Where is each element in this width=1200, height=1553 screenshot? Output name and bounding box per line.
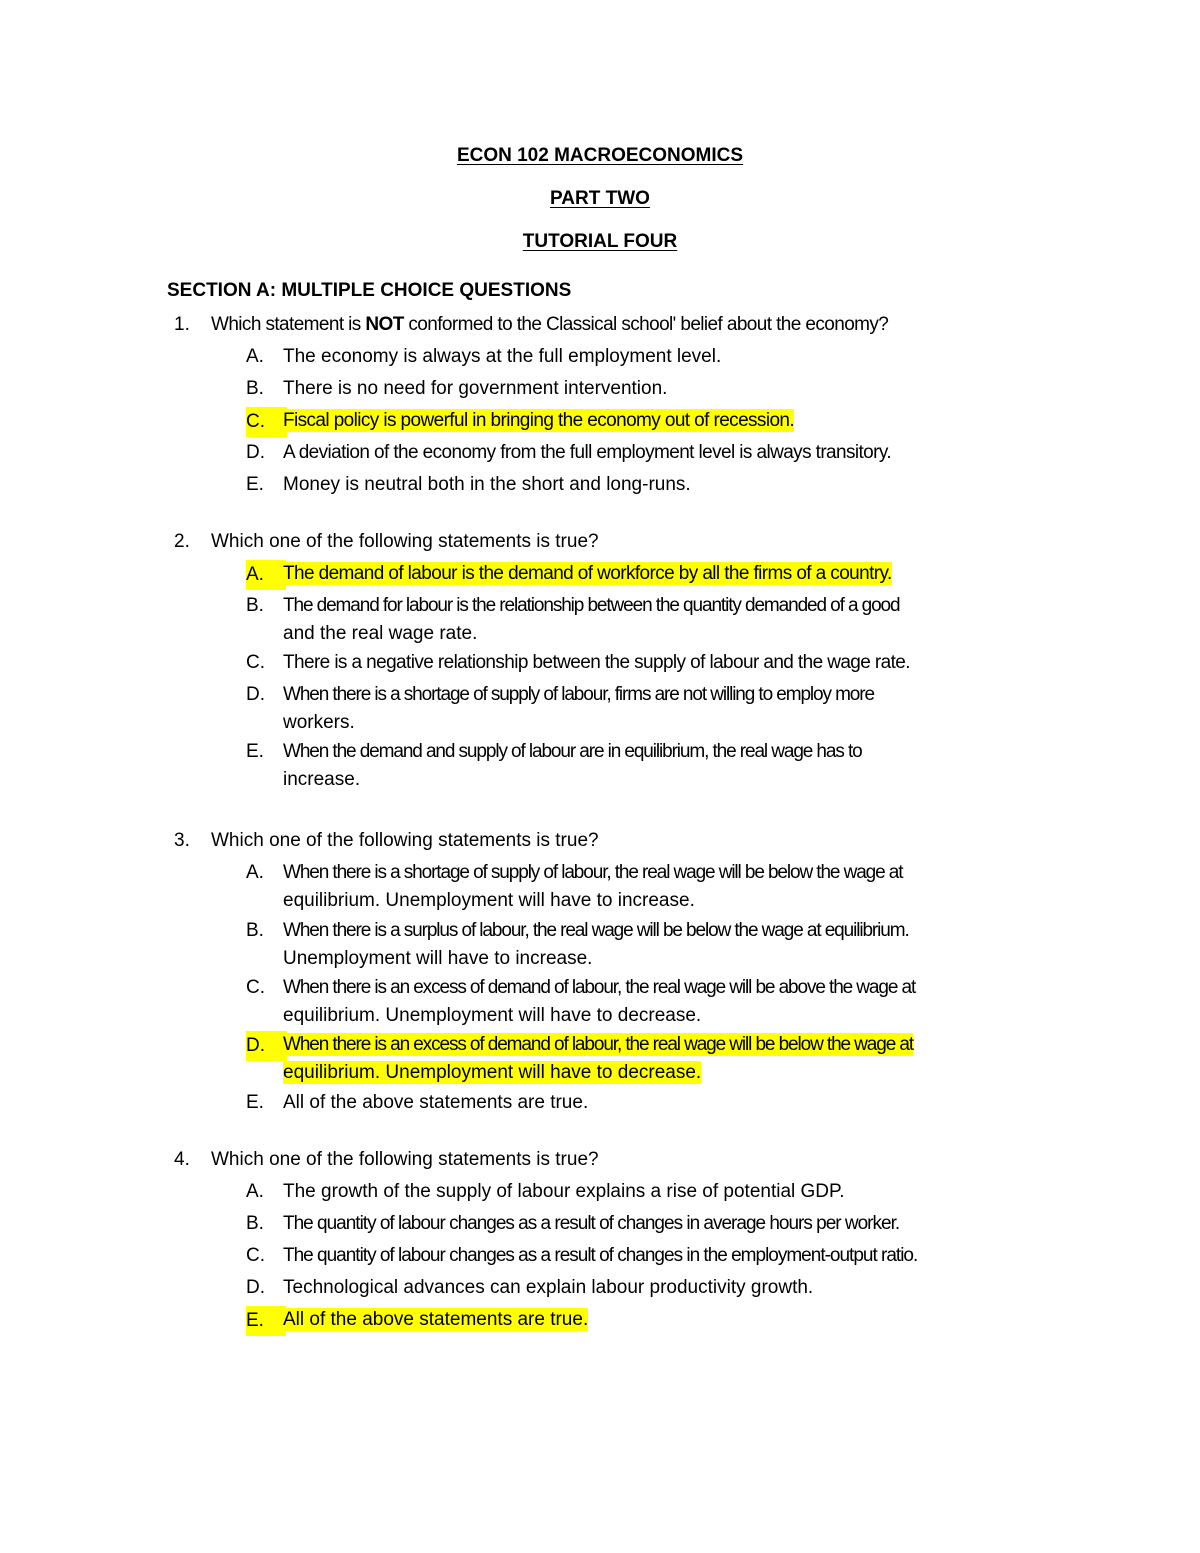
question-stem: Which one of the following statements is true? <box>211 830 599 851</box>
tutorial-title: TUTORIAL FOUR <box>522 231 678 252</box>
highlighted-answer: When there is an excess of demand of labour, the real wage will be below the wage at <box>283 1034 914 1055</box>
course-title: ECON 102 MACROECONOMICS <box>456 145 744 166</box>
emphasis-not: NOT <box>365 314 404 335</box>
question-stem: Which statement is NOT conformed to the Classical school' belief about the economy? <box>211 314 889 335</box>
question-number: 1. <box>174 314 190 335</box>
highlighted-answer: equilibrium. Unemployment will have to decrease. <box>283 1062 702 1083</box>
question-number: 2. <box>174 531 190 552</box>
document-page: ECON 102 MACROECONOMICS PART TWO TUTORIAL FOUR SECTION A: MULTIPLE CHOICE QUESTIONS 1. Which statement is NOT conformed to the Classical school' belief about the economy? A. The economy is always at the full employment level. B. There is no need for government intervention. C. Fiscal policy is powerful in bringing the economy out of recession. D. A deviation of the economy from the full employment level is always transitory. E. Money is neutral both in the short and long-runs. 2. Which one of the following statements is true? A. The demand of labour is the demand of workforce by all the firms of a country. B. The demand for labour is the relationship between the quantity demanded of a good and the real wage rate. C. There is a negative relationship between the supply of labour and the wage rate. D. When there is a shortage of supply of labour, firms are not willing to employ more workers. E. When the demand and supply of labour are in equilibrium, the real wage has to increase. 3. Which one of the following statements is true? A. When there is a shortage of supply of labour, the real wage will be below the wage at equilibrium. Unemployment will have to increase. B. When there is a surplus of labour, the real wage will be below the wage at equilibrium. Unemployment will have to increase. C. When there is an excess of demand of labour, the real wage will be above the wage at equilibrium. Unemployment will have to decrease. D. When there is an excess of demand of labour, the real wage will be below the wage at equilibrium. Unemployment will have to decrease. E. All of the above statements are true. 4. Which one of the following statements is true? A. The growth of the supply of labour explains a rise of potential GDP. B. The quantity of labour changes as a result of changes in average hours per worker. C. The quantity of labour changes as a result of changes in the employment-output ratio. D. Technological advances can explain labour productivity growth. E. All of the above statements are true. <box>0 0 1200 1553</box>
question-number: 4. <box>174 1149 190 1170</box>
part-title: PART TWO <box>550 188 650 209</box>
question-stem: Which one of the following statements is true? <box>211 531 599 552</box>
highlighted-answer: The demand of labour is the demand of workforce by all the firms of a country. <box>283 563 892 584</box>
section-title: SECTION A: MULTIPLE CHOICE QUESTIONS <box>167 280 572 301</box>
highlighted-answer: All of the above statements are true. <box>283 1309 589 1330</box>
highlighted-answer: Fiscal policy is powerful in bringing the economy out of recession. <box>283 410 795 431</box>
question-number: 3. <box>174 830 190 851</box>
question-stem: Which one of the following statements is true? <box>211 1149 599 1170</box>
